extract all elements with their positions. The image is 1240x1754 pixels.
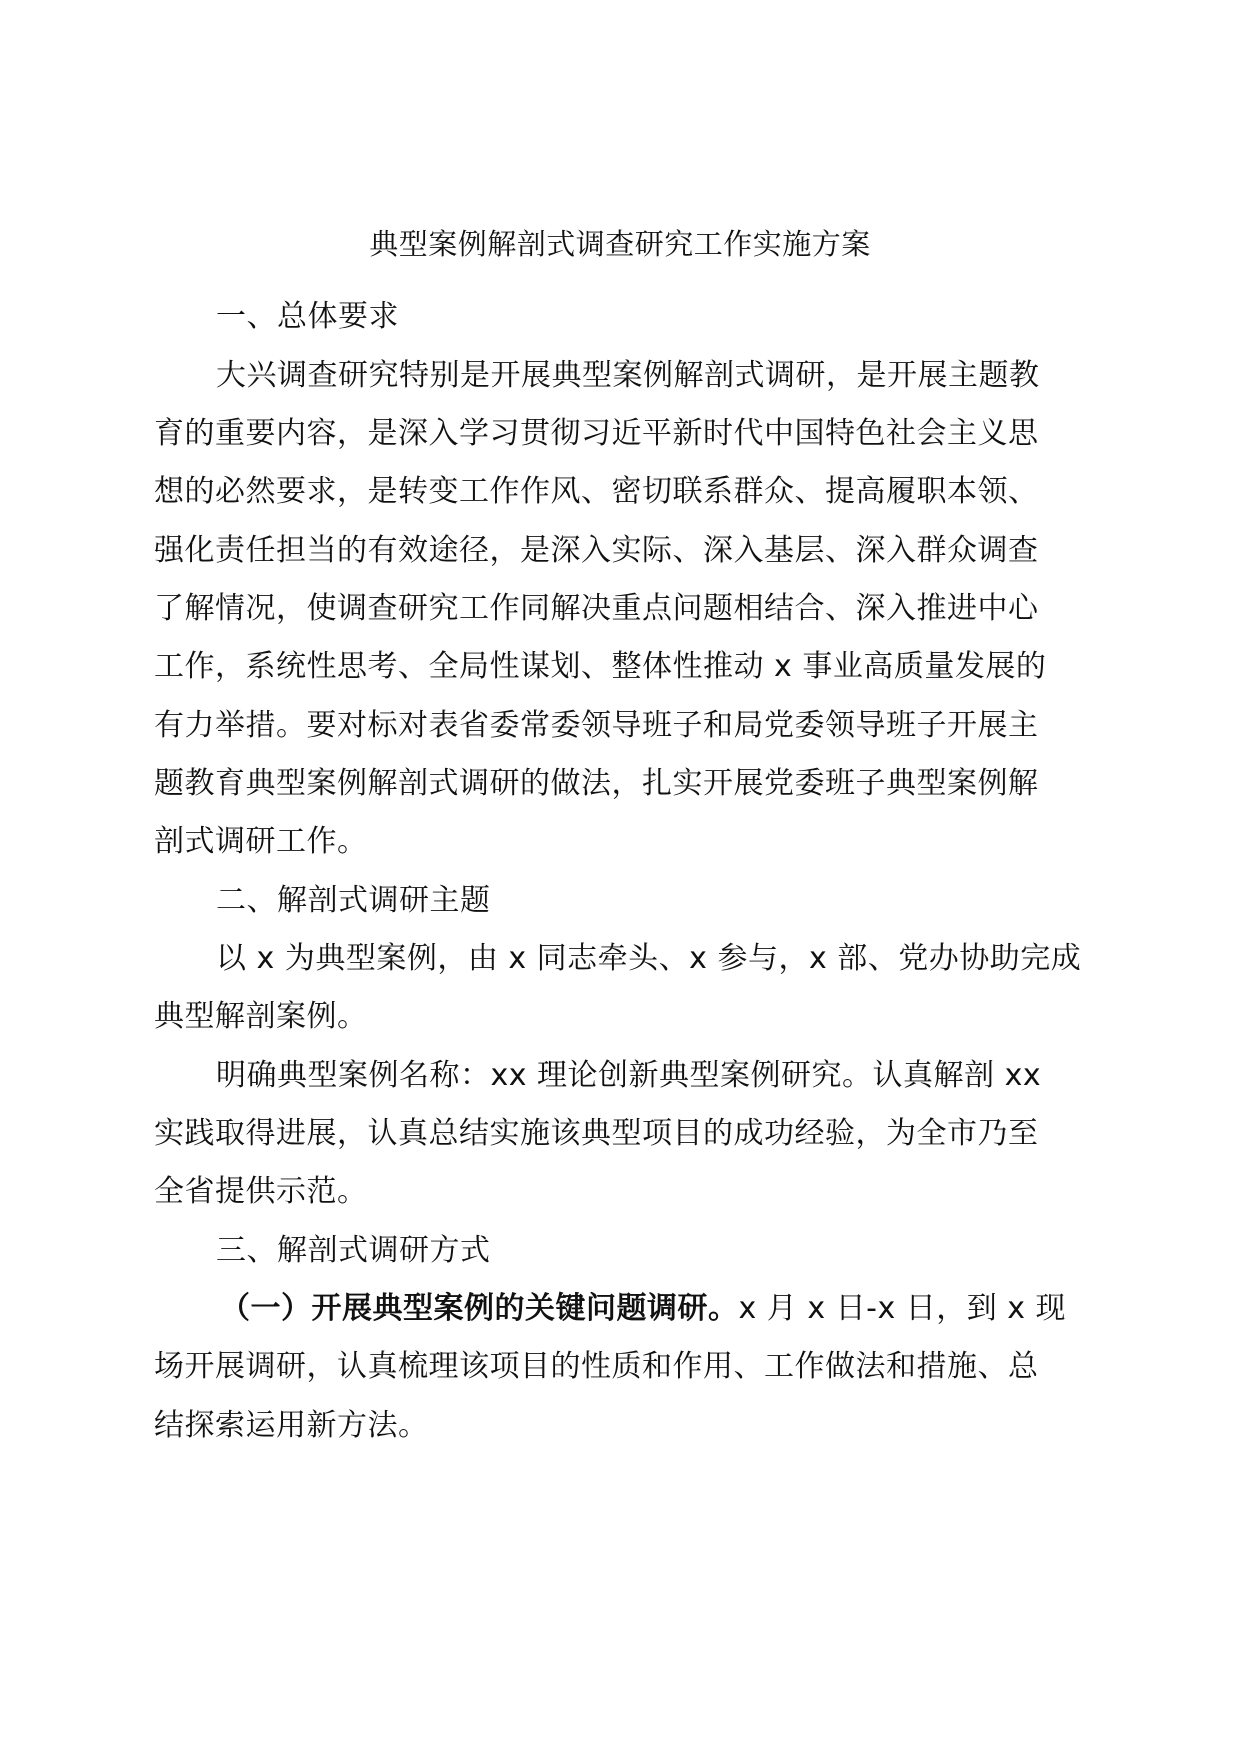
section-heading-research-method: 三、解剖式调研方式 xyxy=(216,1233,491,1268)
paragraph-line: 强化责任担当的有效途径，是深入实际、深入基层、深入群众调查 xyxy=(154,533,1039,568)
paragraph-line: 育的重要内容，是深入学习贯彻习近平新时代中国特色社会主义思 xyxy=(154,416,1039,451)
paragraph-line: 大兴调查研究特别是开展典型案例解剖式调研，是开展主题教 xyxy=(216,358,1040,393)
item-heading-key-issues: （一）开展典型案例的关键问题调研。 xyxy=(220,1291,739,1326)
section-heading-general-requirements: 一、总体要求 xyxy=(216,299,399,334)
paragraph-line: 剖式调研工作。 xyxy=(154,824,368,859)
paragraph-line: 了解情况，使调查研究工作同解决重点问题相结合、深入推进中心 xyxy=(154,591,1039,626)
paragraph-line: 工作，系统性思考、全局性谋划、整体性推动 x 事业高质量发展的 xyxy=(154,649,1047,684)
section-heading-research-topic: 二、解剖式调研主题 xyxy=(216,883,491,918)
paragraph-line: 实践取得进展，认真总结实施该典型项目的成功经验，为全市乃至 xyxy=(154,1116,1039,1151)
paragraph-line: 以 x 为典型案例，由 x 同志牵头、x 参与，x 部、党办协助完成 xyxy=(216,941,1082,976)
paragraph-line: 典型解剖案例。 xyxy=(154,999,368,1034)
paragraph-line: 题教育典型案例解剖式调研的做法，扎实开展党委班子典型案例解 xyxy=(154,766,1039,801)
paragraph-line: 有力举措。要对标对表省委常委领导班子和局党委领导班子开展主 xyxy=(154,708,1039,743)
paragraph-line: 明确典型案例名称：xx 理论创新典型案例研究。认真解剖 xx xyxy=(216,1058,1042,1093)
paragraph-line xyxy=(220,1288,1066,1330)
item-schedule-text: x 月 x 日-x 日，到 x 现 xyxy=(738,1291,1067,1326)
paragraph-line: 结探索运用新方法。 xyxy=(154,1408,429,1443)
document-title: 典型案例解剖式调查研究工作实施方案 xyxy=(369,227,871,261)
paragraph-line: 想的必然要求，是转变工作作风、密切联系群众、提高履职本领、 xyxy=(154,474,1039,509)
paragraph-line: 全省提供示范。 xyxy=(154,1174,368,1209)
paragraph-line: 场开展调研，认真梳理该项目的性质和作用、工作做法和措施、总 xyxy=(154,1349,1039,1384)
